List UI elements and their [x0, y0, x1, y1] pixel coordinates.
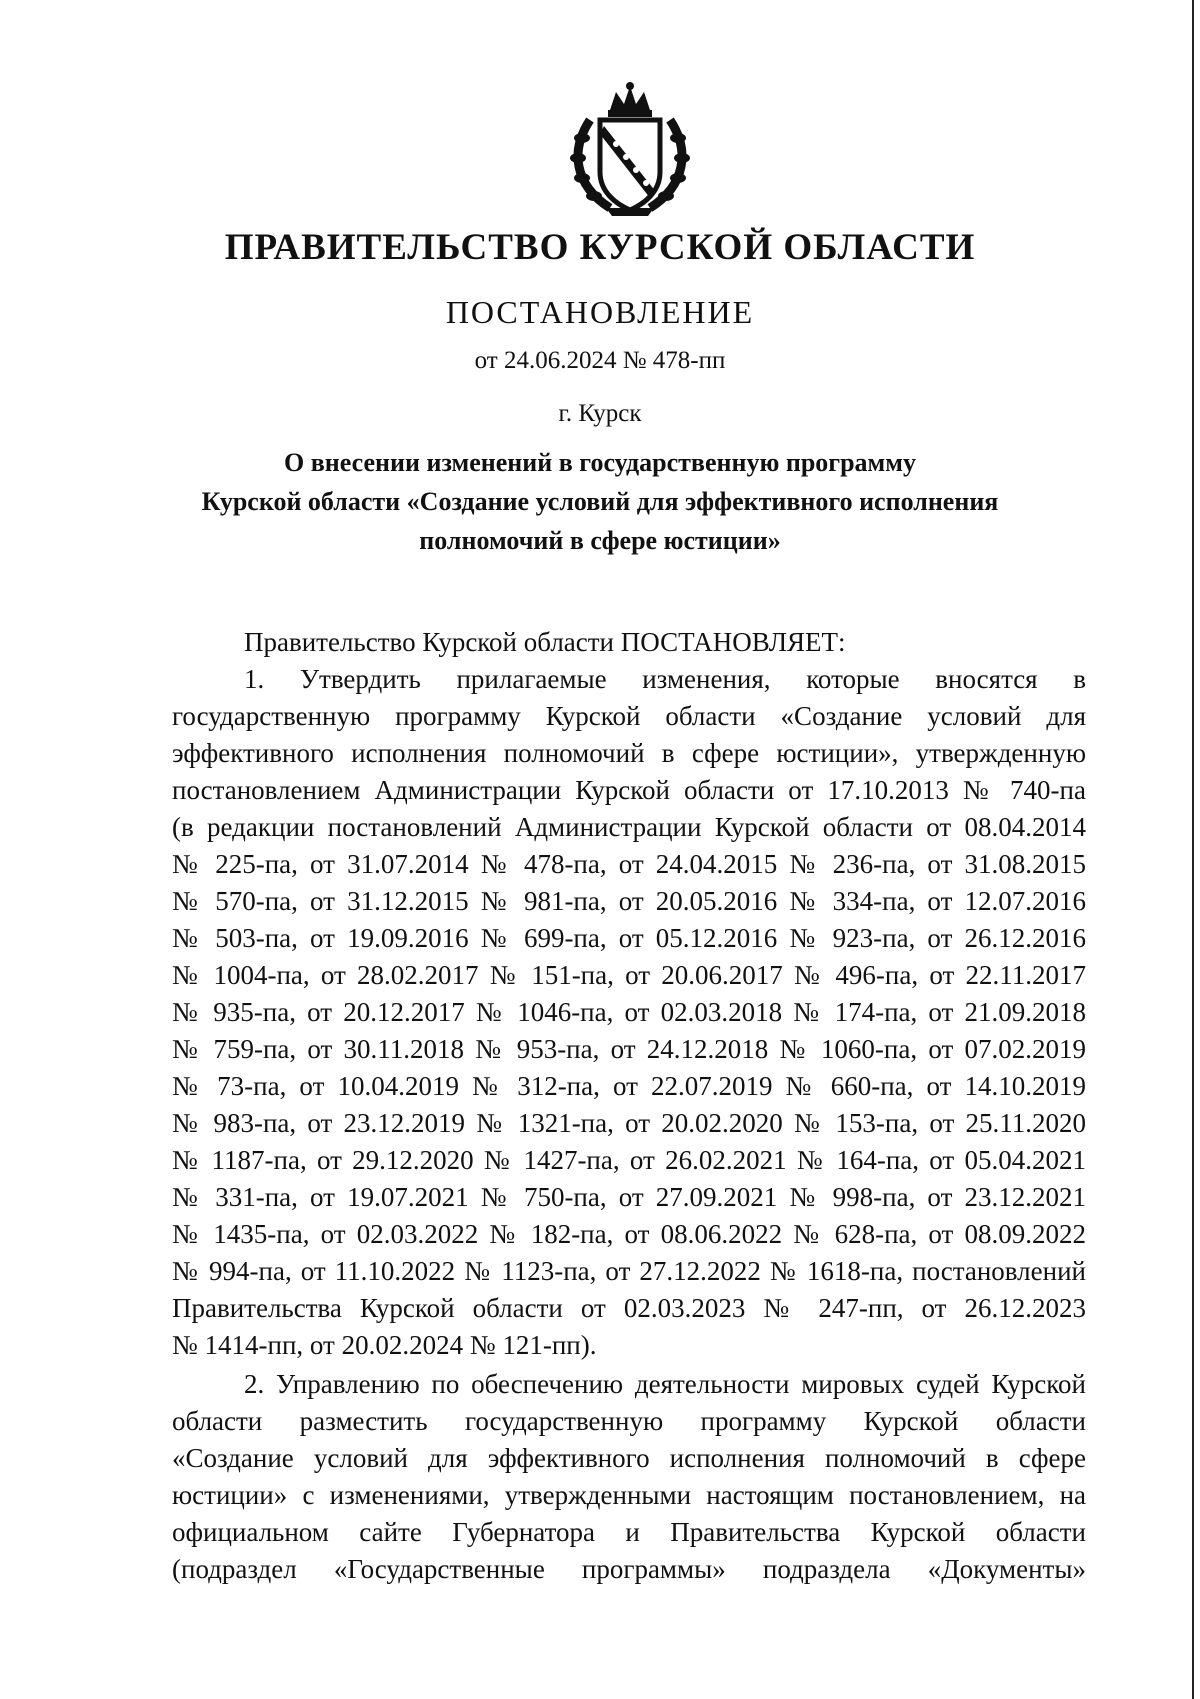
body-line: области разместить государственную программу Курской области [172, 1406, 1086, 1436]
body-line: государственную программу Курской области «Создание условий для [172, 701, 1086, 731]
body-line: 2. Управлению по обеспечению деятельности мировых судей Курской [244, 1369, 1086, 1399]
body-line: № 570-па, от 31.12.2015 № 981-па, от 20.05.2016 № 334-па, от 12.07.2016 [172, 886, 1086, 916]
body-line: № 1435-па, от 02.03.2022 № 182-па, от 08.06.2022 № 628-па, от 08.09.2022 [172, 1219, 1086, 1249]
body-line: № 759-па, от 30.11.2018 № 953-па, от 24.12.2018 № 1060-па, от 07.02.2019 [172, 1034, 1086, 1064]
body-line: (подраздел «Государственные программы» подраздела «Документы» [172, 1554, 1086, 1584]
body-line: № 935-па, от 20.12.2017 № 1046-па, от 02.03.2018 № 174-па, от 21.09.2018 [172, 997, 1086, 1027]
body-line: № 1004-па, от 28.02.2017 № 151-па, от 20.06.2017 № 496-па, от 22.11.2017 [172, 960, 1086, 990]
body-line: 1. Утвердить прилагаемые изменения, которые вносятся в [244, 664, 1086, 694]
body-line: № 331-па, от 19.07.2021 № 750-па, от 27.09.2021 № 998-па, от 23.12.2021 [172, 1182, 1086, 1212]
body-line: юстиции» с изменениями, утвержденными настоящим постановлением, на [172, 1480, 1086, 1510]
body-line: «Создание условий для эффективного исполнения полномочий в сфере [172, 1443, 1086, 1473]
body-line: № 1187-па, от 29.12.2020 № 1427-па, от 26.02.2021 № 164-па, от 05.04.2021 [172, 1145, 1086, 1175]
body-line: постановлением Администрации Курской области от 17.10.2013 № 740-па [172, 775, 1086, 805]
body-line: Правительства Курской области от 02.03.2023 № 247-пп, от 26.12.2023 [172, 1293, 1086, 1323]
body-line: № 1414-пп, от 20.02.2024 № 121-пп). [172, 1330, 597, 1360]
body-intro: Правительство Курской области ПОСТАНОВЛЯЕТ: [244, 627, 846, 657]
body-line: эффективного исполнения полномочий в сфере юстиции», утвержденную [172, 738, 1086, 768]
document-title-line: полномочий в сфере юстиции» [419, 526, 781, 555]
body-line: № 73-па, от 10.04.2019 № 312-па, от 22.07.2019 № 660-па, от 14.10.2019 [172, 1071, 1086, 1101]
body-line: (в редакции постановлений Администрации Курской области от 08.04.2014 [172, 812, 1086, 842]
document-title-line: Курской области «Создание условий для эффективного исполнения [201, 487, 999, 516]
scan-edge [1192, 0, 1194, 1699]
body-line: № 225-па, от 31.07.2014 № 478-па, от 24.04.2015 № 236-па, от 31.08.2015 [172, 849, 1086, 879]
body-line: № 994-па, от 11.10.2022 № 1123-па, от 27.12.2022 № 1618-па, постановлений [172, 1256, 1086, 1286]
body-line: официальном сайте Губернатора и Правительства Курской области [172, 1517, 1086, 1547]
document-date-number: от 24.06.2024 № 478-пп [474, 347, 726, 374]
document-title-line: О внесении изменений в государственную программу [284, 448, 916, 477]
document-city: г. Курск [558, 400, 642, 427]
body-line: № 983-па, от 23.12.2019 № 1321-па, от 20.02.2020 № 153-па, от 25.11.2020 [172, 1108, 1086, 1138]
government-name: ПРАВИТЕЛЬСТВО КУРСКОЙ ОБЛАСТИ [224, 227, 976, 268]
body-line: № 503-па, от 19.09.2016 № 699-па, от 05.12.2016 № 923-па, от 26.12.2016 [172, 923, 1086, 953]
document-type: ПОСТАНОВЛЕНИЕ [445, 294, 755, 330]
coat-of-arms-icon [560, 80, 700, 220]
